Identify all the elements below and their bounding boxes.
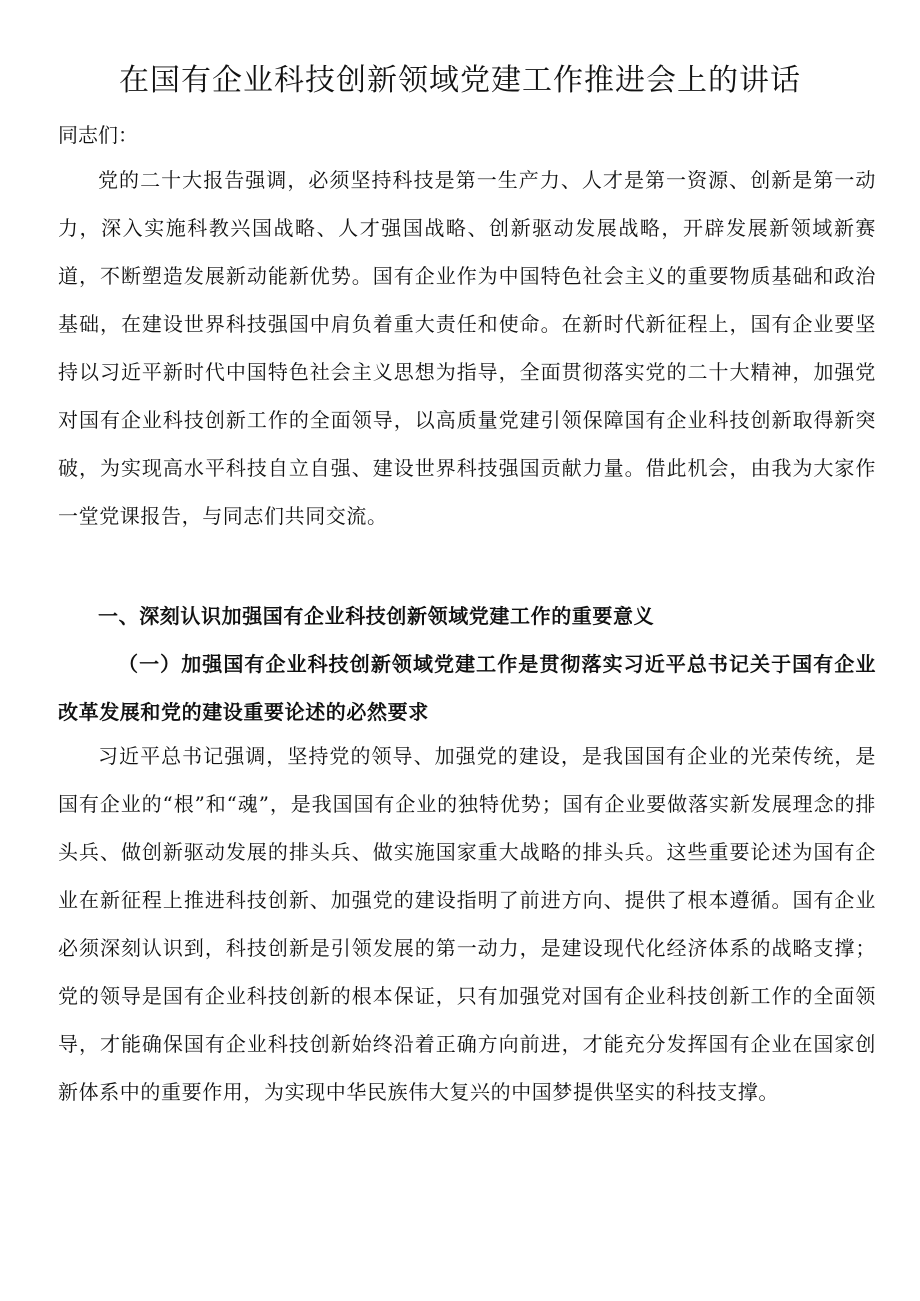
opening-paragraph: 党的二十大报告强调，必须坚持科技是第一生产力、人才是第一资源、创新是第一动力，深入实施科教兴国战略、人才强国战略、创新驱动发展战略，开辟发展新领域新赛道，不断塑造发展新动能新优势。国有企业作为中国特色社会主义的重要物质基础和政治基础，在建设世界科技强国中肩负着重大责任和使命。在新时代新征程上，国有企业要坚持以习近平新时代中国特色社会主义思想为指导，全面贯彻落实党的二十大精神，加强党对国有企业科技创新工作的全面领导，以高质量党建引领保障国有企业科技创新取得新突破，为实现高水平科技自立自强、建设世界科技强国贡献力量。借此机会，由我为大家作一堂党课报告，与同志们共同交流。 <box>58 168 876 528</box>
salutation: 同志们： <box>58 123 138 147</box>
subsection-paragraph: 习近平总书记强调，坚持党的领导、加强党的建设，是我国国有企业的光荣传统，是国有企业的“根”和“魂”，是我国国有企业的独特优势；国有企业要做落实新发展理念的排头兵、做创新驱动发展的排头兵、做实施国家重大战略的排头兵。这些重要论述为国有企业在新征程上推进科技创新、加强党的建设指明了前进方向、提供了根本遵循。国有企业必须深刻认识到，科技创新是引领发展的第一动力，是建设现代化经济体系的战略支撑；党的领导是国有企业科技创新的根本保证，只有加强党对国有企业科技创新工作的全面领导，才能确保国有企业科技创新始终沿着正确方向前进，才能充分发挥国有企业在国家创新体系中的重要作用，为实现中华民族伟大复兴的中国梦提供坚实的科技支撑。 <box>58 744 876 1104</box>
subsection-heading: （一）加强国有企业科技创新领域党建工作是贯彻落实习近平总书记关于国有企业改革发展和党的建设重要论述的必然要求 <box>58 652 876 724</box>
document-title: 在国有企业科技创新领域党建工作推进会上的讲话 <box>119 63 801 98</box>
section-heading: 一、深刻认识加强国有企业科技创新领域党建工作的重要意义 <box>98 604 655 628</box>
